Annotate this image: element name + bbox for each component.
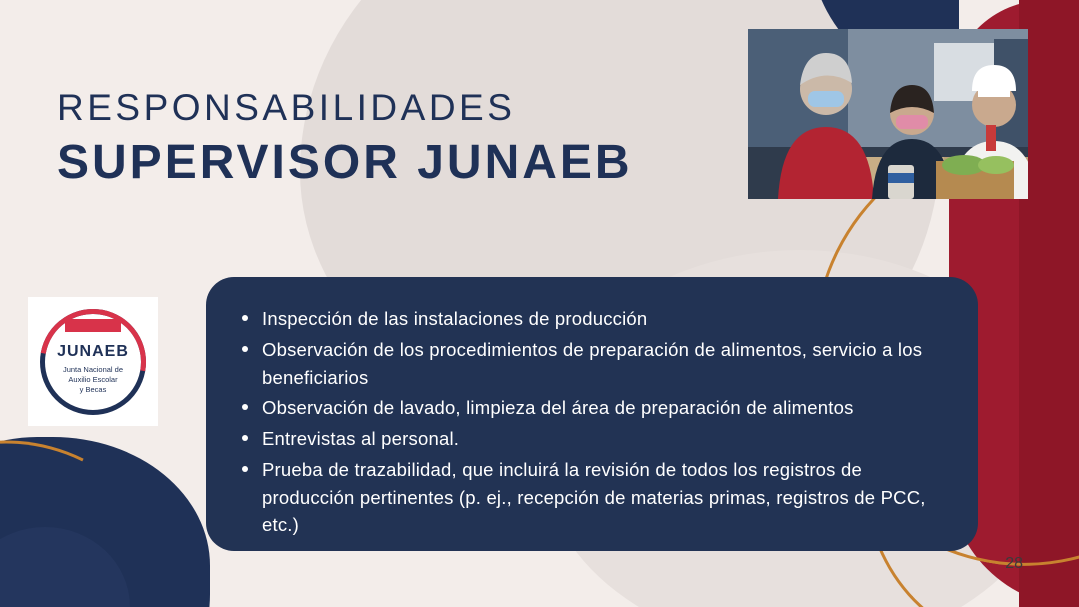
photo-illustration bbox=[748, 29, 1028, 199]
bullet-dot-icon bbox=[242, 404, 248, 410]
list-item-text: Observación de lavado, limpieza del área de preparación de alimentos bbox=[262, 397, 854, 419]
bullet-dot-icon bbox=[242, 315, 248, 321]
bullet-dot-icon bbox=[242, 346, 248, 352]
title-line-secondary: SUPERVISOR JUNAEB bbox=[57, 135, 633, 189]
logo-name: JUNAEB bbox=[57, 342, 129, 360]
page-number: 28 bbox=[1005, 555, 1023, 572]
logo-bar bbox=[65, 319, 121, 332]
bullet-dot-icon bbox=[242, 466, 248, 472]
page-title bbox=[57, 88, 633, 190]
responsibilities-card bbox=[206, 277, 978, 551]
list-item bbox=[242, 305, 948, 333]
bullet-dot-icon bbox=[242, 435, 248, 441]
list-item bbox=[242, 456, 948, 539]
kitchen-inspection-photo bbox=[748, 29, 1028, 199]
list-item-text: Inspección de las instalaciones de producción bbox=[262, 308, 648, 329]
list-item bbox=[242, 394, 948, 422]
list-item-text: Observación de los procedimientos de preparación de alimentos, servicio a los beneficiarios bbox=[262, 338, 923, 388]
list-item bbox=[242, 425, 948, 453]
responsibilities-list bbox=[206, 277, 978, 539]
list-item-text: Prueba de trazabilidad, que incluirá la revisión de todos los registros de producción pertinentes (p. ej., recepción de materias primas, registros de PCC, etc.) bbox=[262, 458, 926, 536]
junaeb-logo bbox=[28, 297, 158, 426]
logo-ring-red bbox=[19, 288, 167, 436]
title-line-primary: RESPONSABILIDADES bbox=[57, 87, 516, 128]
logo-subtitle: Junta Nacional de Auxilio Escolar y Becas bbox=[62, 364, 124, 394]
list-item bbox=[242, 336, 948, 392]
list-item-text: Entrevistas al personal. bbox=[262, 428, 460, 449]
